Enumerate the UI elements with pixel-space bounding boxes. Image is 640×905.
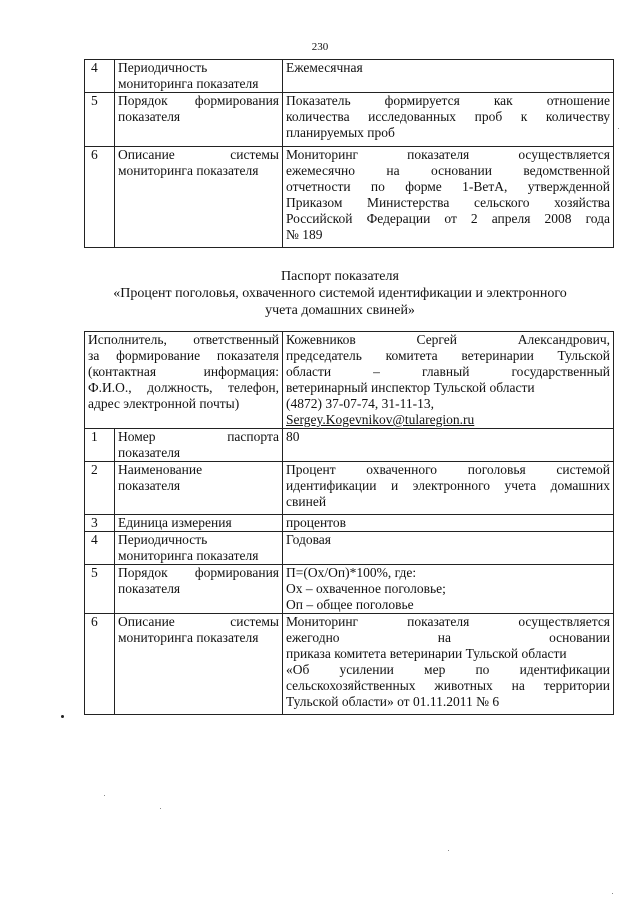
passport-heading [60,268,620,319]
row-label: Периодичность мониторинга показателя [115,532,283,565]
row-value: процентов [283,515,614,532]
row-label: Порядок формирования показателя [115,565,283,614]
row-label: Единица измерения [115,515,283,532]
row-value: Мониторинг показателя осуществляется ежегодно на основании приказа комитета ветеринарии Тульской области «Об усилении мер по идентификации сельскохозяйственных животных на территории Тульской области» от 01.11.2011 № 6 [283,614,614,715]
table-row [85,614,614,715]
scan-speck [104,795,105,796]
scan-speck [618,128,619,129]
executor-row [85,332,614,429]
passport-subtitle-line1: «Процент поголовья, охваченного системой идентификации и электронного [113,286,567,301]
row-number: 1 [85,429,115,462]
row-label: Порядок формирования показателя [115,93,283,147]
row-number: 2 [85,462,115,515]
executor-email-link[interactable]: Sergey.Kogevnikov@tularegion.ru [286,412,475,427]
row-number: 4 [85,60,115,93]
table-row [85,93,614,147]
scan-speck [448,850,449,851]
row-label: Описание системы мониторинга показателя [115,614,283,715]
row-label: Номер паспорта показателя [115,429,283,462]
scan-speck [612,893,613,894]
row-label: Описание системы мониторинга показателя [115,147,283,248]
row-value: Процент охваченного поголовья системой идентификации и электронного учета домашних свиней [283,462,614,515]
row-label: Наименование показателя [115,462,283,515]
scan-speck [160,808,161,809]
table-row [85,429,614,462]
row-value: 80 [283,429,614,462]
row-value: Показатель формируется как отношение количества исследованных проб к количеству планируемых проб [283,93,614,147]
scan-speck [61,715,64,718]
passport-table [84,331,614,715]
row-label: Периодичность мониторинга показателя [115,60,283,93]
executor-value: Кожевников Сергей Александрович, председатель комитета ветеринарии Тульской области – главный государственный ветеринарный инспектор Тульской области (4872) 37-07-74, 31-11-13, Sergey.Kogevnikov@tularegion.ru [283,332,614,429]
row-value: П=(Ох/Оп)*100%, где: Ох – охваченное поголовье; Оп – общее поголовье [283,565,614,614]
table-row [85,147,614,248]
passport-subtitle-line2: учета домашних свиней» [265,303,415,318]
row-number: 6 [85,614,115,715]
row-number: 3 [85,515,115,532]
row-number: 4 [85,532,115,565]
passport-table-continuation [84,59,614,248]
row-value: Мониторинг показателя осуществляется ежемесячно на основании ведомственной отчетности по форме 1-ВетА, утвержденной Приказом Министерства сельского хозяйства Российской Федерации от 2 апреля 2008 года № 189 [283,147,614,248]
row-number: 5 [85,93,115,147]
table-row [85,532,614,565]
table-row [85,60,614,93]
row-value: Годовая [283,532,614,565]
executor-label: Исполнитель, ответственный за формирование показателя (контактная информация: Ф.И.О., должность, телефон, адрес электронной почты) [85,332,283,429]
table-row [85,462,614,515]
row-number: 5 [85,565,115,614]
table-row [85,565,614,614]
table-row [85,515,614,532]
row-number: 6 [85,147,115,248]
passport-title: Паспорт показателя [281,269,399,284]
row-value: Ежемесячная [283,60,614,93]
page-number: 230 [311,41,329,53]
